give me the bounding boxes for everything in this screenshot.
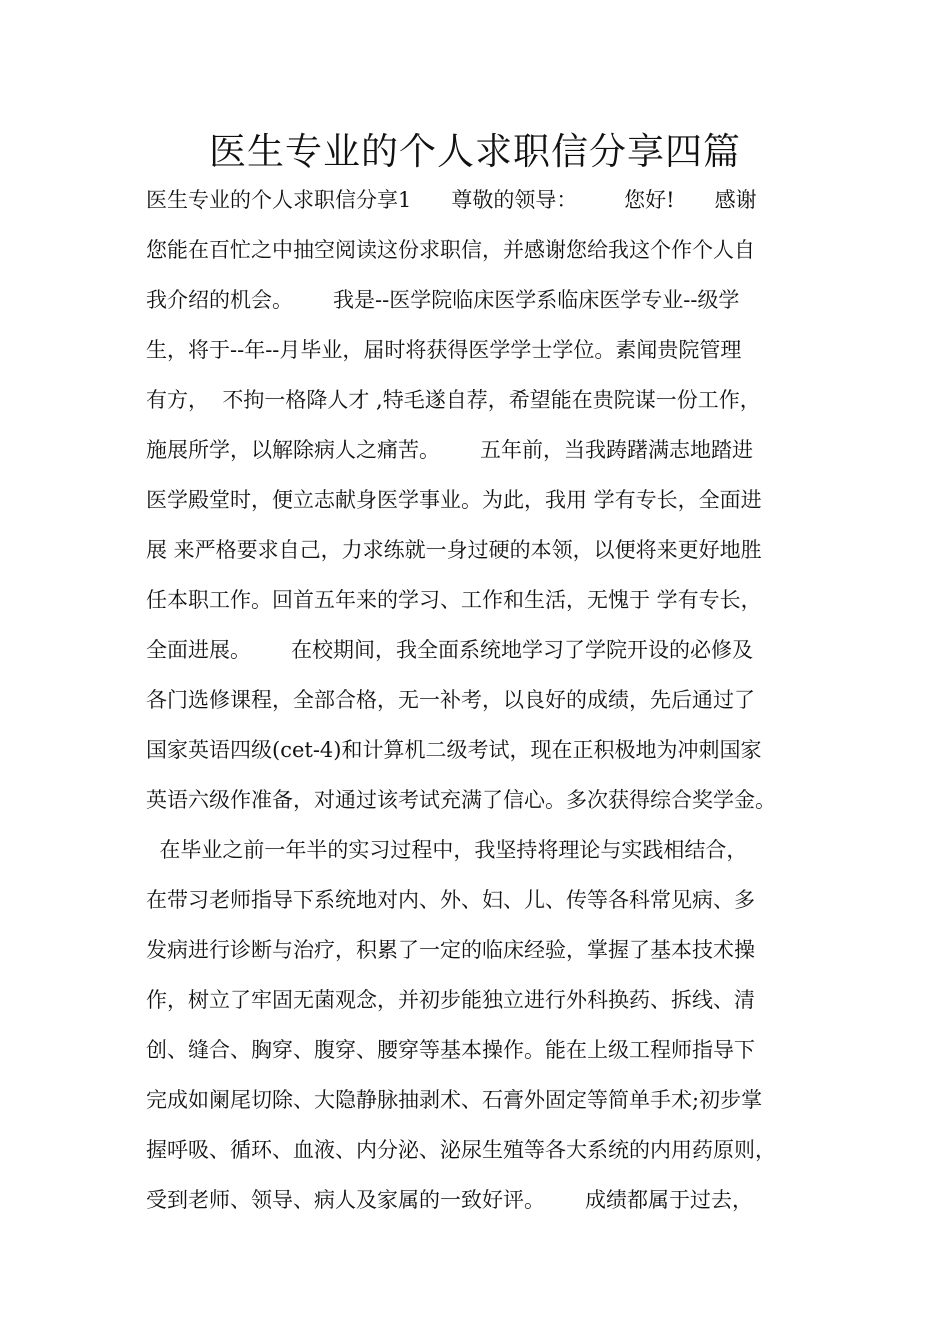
body-line: 完成如阑尾切除、大隐静脉抽剥术、石膏外固定等简单手术;初步掌 xyxy=(146,1088,763,1112)
document-title: 医生专业的个人求职信分享四篇 xyxy=(209,130,741,173)
body-line: 受到老师、领导、病人及家属的一致好评。 成绩都属于过去， xyxy=(146,1188,754,1212)
body-line: 各门选修课程，全部合格，无一补考，以良好的成绩，先后通过了 xyxy=(146,688,755,712)
body-line: 握呼吸、循环、血液、内分泌、泌尿生殖等各大系统的内用药原则， xyxy=(146,1138,776,1162)
body-line: 医生专业的个人求职信分享1 尊敬的领导： 您好! 感谢 xyxy=(146,188,757,212)
body-line: 国家英语四级(cet-4)和计算机二级考试，现在正积极地为冲刺国家 xyxy=(146,738,762,762)
body-line: 作，树立了牢固无菌观念，并初步能独立进行外科换药、拆线、清 xyxy=(146,988,755,1012)
body-line: 任本职工作。回首五年来的学习、工作和生活，无愧于 学有专长， xyxy=(146,588,762,612)
body-line: 我介绍的机会。 我是--医学院临床医学系临床医学专业--级学 xyxy=(146,288,740,312)
body-line: 全面进展。 在校期间，我全面系统地学习了学院开设的必修及 xyxy=(146,638,754,662)
body-line: 医学殿堂时，便立志献身医学事业。为此，我用 学有专长，全面进 xyxy=(146,488,762,512)
body-line: 生，将于--年--月毕业，届时将获得医学学士学位。素闻贵院管理 xyxy=(146,338,742,362)
body-line: 您能在百忙之中抽空阅读这份求职信，并感谢您给我这个作个人自 xyxy=(146,238,755,262)
body-line: 发病进行诊断与治疗，积累了一定的临床经验，掌握了基本技术操 xyxy=(146,938,755,962)
body-line: 英语六级作准备，对通过该考试充满了信心。多次获得综合奖学金。 xyxy=(146,788,776,812)
body-line: 在带习老师指导下系统地对内、外、妇、儿、传等各科常见病、多 xyxy=(146,888,755,912)
body-line: 展 来严格要求自己，力求练就一身过硬的本领，以便将来更好地胜 xyxy=(146,538,762,562)
body-line: 施展所学，以解除病人之痛苦。 五年前，当我踌躇满志地踏进 xyxy=(146,438,754,462)
body-line: 创、缝合、胸穿、腹穿、腰穿等基本操作。能在上级工程师指导下 xyxy=(146,1038,755,1062)
body-line: 有方， 不拘一格降人才 ,特毛遂自荐，希望能在贵院谋一份工作， xyxy=(146,388,761,412)
body-line: 在毕业之前一年半的实习过程中，我坚持将理论与实践相结合， xyxy=(146,838,748,862)
